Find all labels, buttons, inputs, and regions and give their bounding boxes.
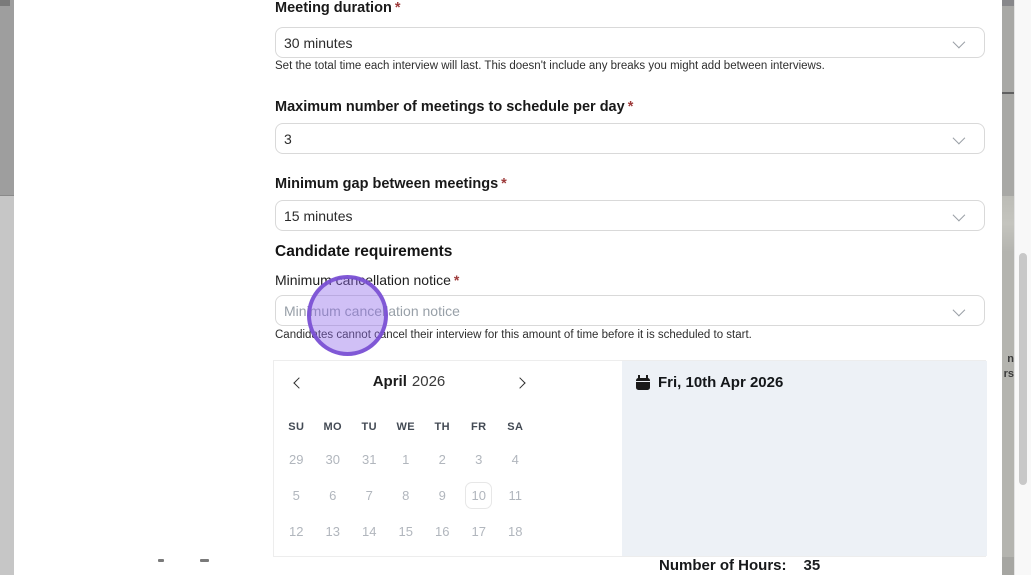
calendar-day-18[interactable] <box>497 513 534 549</box>
selected-date-panel <box>622 361 987 556</box>
meeting-duration-select[interactable] <box>275 27 985 58</box>
calendar-weekday: SA <box>507 421 524 433</box>
calendar-day-number: 29 <box>289 451 304 467</box>
calendar-day-30[interactable] <box>315 441 352 477</box>
max-meetings-label-text: Maximum number of meetings to schedule per day <box>275 99 625 115</box>
clipped-text-artifact <box>200 559 209 562</box>
cancellation-notice-label <box>275 272 459 288</box>
chevron-down-icon <box>953 304 966 317</box>
clipped-text-artifact <box>158 559 164 562</box>
calendar <box>274 361 622 556</box>
calendar-day-13[interactable] <box>315 513 352 549</box>
calendar-day-number: 16 <box>435 523 450 539</box>
background-page-left-edge <box>0 0 14 575</box>
calendar-weekday: MO <box>323 421 343 433</box>
background-left-bottom <box>0 196 14 575</box>
min-gap-label <box>275 176 507 192</box>
calendar-day-5[interactable] <box>278 477 315 513</box>
calendar-day-number: 30 <box>325 451 340 467</box>
chevron-down-icon <box>953 132 966 145</box>
hours-summary-value: 35 <box>803 557 821 574</box>
calendar-day-14[interactable] <box>351 513 388 549</box>
calendar-day-11[interactable] <box>497 477 534 513</box>
chevron-right-icon <box>514 377 525 388</box>
calendar-day-2[interactable] <box>424 441 461 477</box>
calendar-day-15[interactable] <box>388 513 425 549</box>
required-asterisk: * <box>453 272 460 288</box>
cancellation-notice-placeholder: Minimum cancellation notice <box>284 302 460 319</box>
required-asterisk: * <box>627 99 634 115</box>
scrollbar-thumb[interactable] <box>1019 253 1027 485</box>
background-left-top <box>0 0 14 196</box>
meeting-duration-value: 30 minutes <box>284 34 353 51</box>
meeting-duration-label <box>275 0 400 16</box>
calendar-next-month-button[interactable] <box>512 374 530 392</box>
max-meetings-label <box>275 99 633 115</box>
calendar-day-number: 2 <box>438 451 446 467</box>
calendar-day-9[interactable] <box>424 477 461 513</box>
calendar-weekday: TU <box>361 421 377 433</box>
required-asterisk: * <box>394 0 401 16</box>
calendar-day-number: 18 <box>508 523 523 539</box>
calendar-day-number: 13 <box>325 523 340 539</box>
calendar-day-3[interactable] <box>461 441 498 477</box>
calendar-day-10[interactable] <box>461 477 498 513</box>
calendar-weekday: TH <box>434 421 450 433</box>
calendar-month-title <box>274 373 544 390</box>
calendar-day-number: 5 <box>292 487 300 503</box>
calendar-day-1[interactable] <box>388 441 425 477</box>
chevron-down-icon <box>953 209 966 222</box>
min-gap-label-text: Minimum gap between meetings <box>275 176 499 192</box>
calendar-day-17[interactable] <box>461 513 498 549</box>
required-asterisk: * <box>501 176 507 192</box>
max-meetings-value: 3 <box>284 130 292 147</box>
min-gap-value: 15 minutes <box>284 207 353 224</box>
calendar-grid <box>278 441 534 549</box>
calendar-icon <box>636 378 650 390</box>
calendar-weekday-row <box>278 416 534 438</box>
meeting-duration-label-text: Meeting duration <box>275 0 392 16</box>
calendar-weekday: SU <box>288 421 305 433</box>
calendar-day-number: 31 <box>362 451 377 467</box>
cancellation-notice-helper: Candidates cannot cancel their interview for this amount of time before it is scheduled to start. <box>275 329 752 341</box>
background-clipped-text-line: n <box>1007 353 1014 365</box>
calendar-day-number: 3 <box>475 451 483 467</box>
hours-summary <box>659 557 820 574</box>
calendar-month: April <box>372 373 407 390</box>
background-left-corner <box>0 0 10 6</box>
background-page-right-edge <box>1002 0 1014 575</box>
calendar-weekday: FR <box>471 421 487 433</box>
calendar-day-number: 6 <box>329 487 337 503</box>
cancellation-notice-select[interactable] <box>275 295 985 326</box>
selected-date-label: Fri, 10th Apr 2026 <box>658 374 784 391</box>
calendar-day-4[interactable] <box>497 441 534 477</box>
chevron-down-icon <box>953 36 966 49</box>
calendar-day-16[interactable] <box>424 513 461 549</box>
calendar-weekday: WE <box>396 421 416 433</box>
background-clipped-text <box>1002 352 1014 382</box>
calendar-day-8[interactable] <box>388 477 425 513</box>
calendar-day-number: 1 <box>402 451 410 467</box>
background-clipped-text-line: rs <box>1003 368 1014 380</box>
selected-date-header <box>636 374 783 391</box>
calendar-day-number: 14 <box>362 523 377 539</box>
max-meetings-select[interactable] <box>275 123 985 154</box>
calendar-day-29[interactable] <box>278 441 315 477</box>
calendar-day-6[interactable] <box>315 477 352 513</box>
cancellation-notice-label-text: Minimum cancellation notice <box>275 272 451 288</box>
calendar-year: 2026 <box>411 373 446 390</box>
calendar-day-number: 7 <box>365 487 373 503</box>
min-gap-select[interactable] <box>275 200 985 231</box>
calendar-day-number: 4 <box>511 451 519 467</box>
datepicker-card <box>273 360 986 557</box>
calendar-day-number: 9 <box>438 487 446 503</box>
calendar-day-7[interactable] <box>351 477 388 513</box>
calendar-day-12[interactable] <box>278 513 315 549</box>
calendar-day-number: 15 <box>398 523 413 539</box>
calendar-day-number: 17 <box>471 523 486 539</box>
calendar-day-number: 12 <box>289 523 304 539</box>
candidate-requirements-heading: Candidate requirements <box>275 243 453 260</box>
calendar-day-number: 11 <box>508 487 522 503</box>
calendar-day-number: 8 <box>402 487 410 503</box>
hours-summary-label: Number of Hours: <box>659 557 787 574</box>
calendar-selected-day: 10 <box>465 482 492 509</box>
calendar-day-31[interactable] <box>351 441 388 477</box>
meeting-duration-helper: Set the total time each interview will last. This doesn't include any breaks you might add between interviews. <box>275 60 825 72</box>
